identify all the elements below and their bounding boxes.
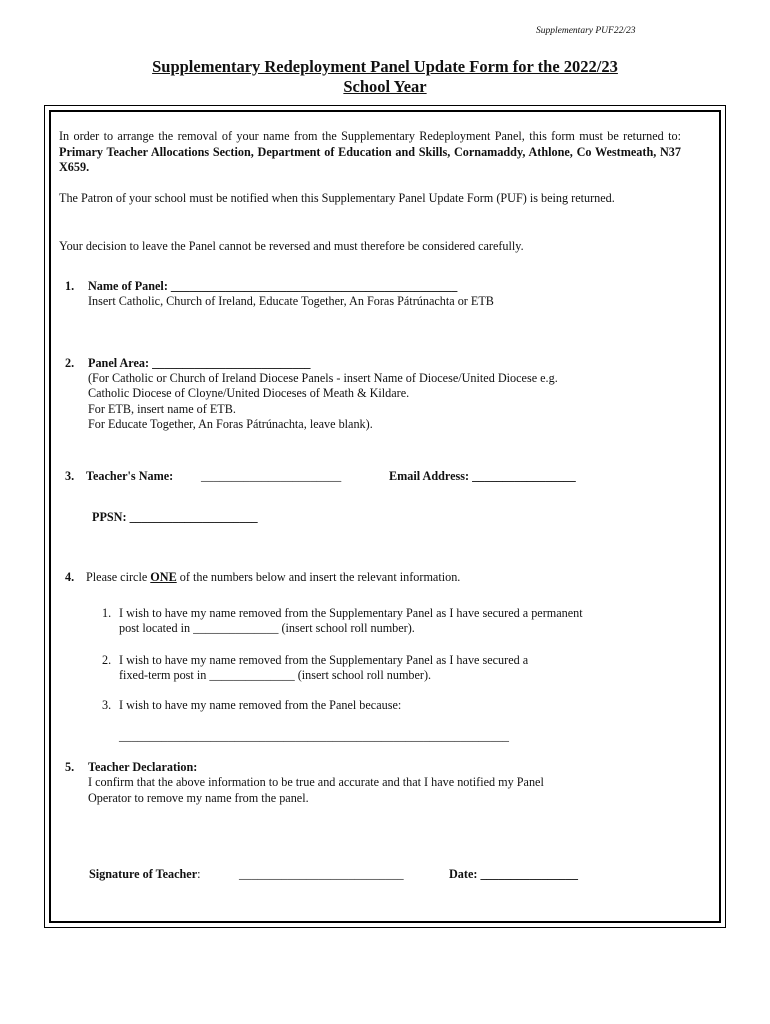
q2-hint-2: Catholic Diocese of Cloyne/United Dioceses of Meath & Kildare. [88,386,410,400]
q3-ppsn-field[interactable]: PPSN: _____________________ [92,510,258,524]
q5-label: Teacher Declaration: [88,760,198,774]
q2-number: 2. [65,356,75,370]
document-header-ref: Supplementary PUF22/23 [536,26,636,36]
q4-instruction-pre: Please circle [86,570,151,584]
signature-label-text: Signature of Teacher [89,867,198,881]
form-inner-border [49,110,721,923]
q1-panel-name-field[interactable]: Name of Panel: _______________________________________________ [88,279,458,293]
q3-number: 3. [65,469,75,483]
form-frame [44,105,726,928]
page-title [0,57,770,97]
q4-option-2-line1: I wish to have my name removed from the Supplementary Panel as I have secured a [119,653,529,667]
intro-p1-text: In order to arrange the removal of your name from the Supplementary Redeployment Panel, this form must be returned to: [59,129,681,143]
q2-hint-1: (For Catholic or Church of Ireland Diocese Panels - insert Name of Diocese/United Diocese e.g. [88,371,558,385]
intro-p1-address: Primary Teacher Allocations Section, Department of Education and Skills, Cornamaddy, Athlone, Co Westmeath, N37 X659. [59,144,681,174]
q5-number: 5. [65,760,75,774]
q4-option-2-line2[interactable]: fixed-term post in ______________ (insert school roll number). [119,668,432,682]
page-title-line1: Supplementary Redeployment Panel Update Form for the 2022/23 [152,57,618,76]
q4-instruction [86,570,460,586]
q5-declaration-line1: I confirm that the above information to be true and accurate and that I have notified my Panel [88,775,544,789]
q4-option-1-line2[interactable]: post located in ______________ (insert school roll number). [119,621,415,635]
q3-email-field[interactable]: Email Address: _________________ [389,469,576,483]
intro-paragraph-2: The Patron of your school must be notified when this Supplementary Panel Update Form (PUF) is being returned. [59,191,615,205]
intro-paragraph-3: Your decision to leave the Panel cannot be reversed and must therefore be considered carefully. [59,239,524,253]
q3-teacher-name-label: Teacher's Name: [86,469,174,483]
q1-hint: Insert Catholic, Church of Ireland, Educate Together, An Foras Pátrúnachta or ETB [88,294,494,308]
q4-option-1-number[interactable]: 1. [102,606,112,620]
q4-number: 4. [65,570,75,584]
q4-option-1-line1: I wish to have my name removed from the Supplementary Panel as I have secured a permanent [119,606,583,620]
q2-hint-4: For Educate Together, An Foras Pátrúnachta, leave blank). [88,417,373,431]
page-title-line2: School Year [343,77,427,96]
intro-paragraph-1 [59,129,681,176]
q2-panel-area-field[interactable]: Panel Area: __________________________ [88,356,311,370]
q4-instruction-emph: ONE [150,570,177,584]
q4-option-3-number[interactable]: 3. [102,698,112,712]
q4-option-3-reason-field[interactable]: ________________________________________________________________ [119,729,509,743]
q4-instruction-post: of the numbers below and insert the relevant information. [176,570,461,584]
q4-option-2-number[interactable]: 2. [102,653,112,667]
q2-hint-3: For ETB, insert name of ETB. [88,402,236,416]
signature-label [89,867,201,883]
q1-number: 1. [65,279,75,293]
date-field[interactable]: Date: ________________ [449,867,578,881]
signature-label-colon: : [197,867,201,881]
q5-declaration-line2: Operator to remove my name from the panel. [88,791,309,805]
q4-option-3-line1: I wish to have my name removed from the Panel because: [119,698,402,712]
signature-field[interactable]: ___________________________ [239,867,404,881]
q3-teacher-name-field[interactable]: _______________________ [201,469,342,483]
